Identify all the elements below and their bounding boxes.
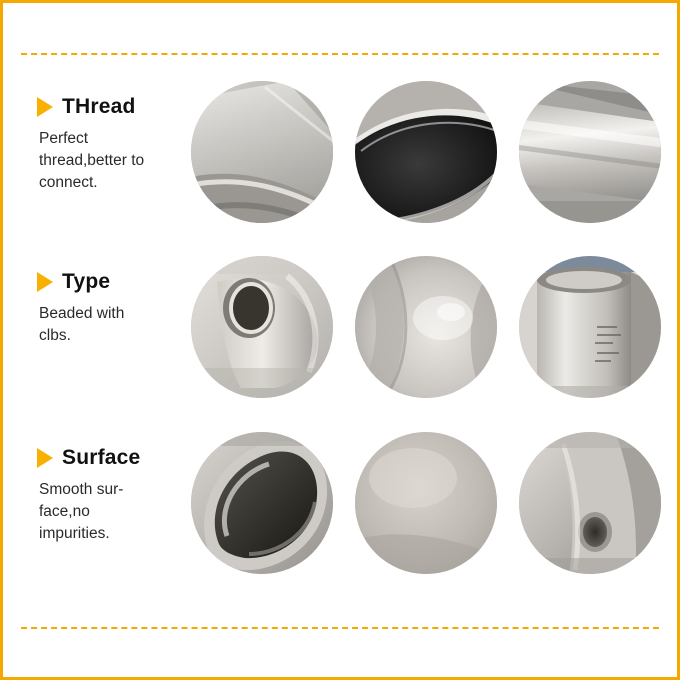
photo-surface-cap-inside	[191, 432, 333, 574]
feature-heading-thread	[37, 95, 191, 119]
photo-type-pipe-marking	[519, 256, 661, 398]
feature-text-type	[3, 256, 191, 347]
top-dashed-divider	[21, 53, 659, 55]
photo-thread-elbow-cut	[355, 81, 497, 223]
feature-description: Perfect thread,better to connect.	[39, 130, 145, 191]
triangle-right-icon	[37, 448, 53, 468]
feature-photos-type	[191, 256, 677, 398]
photo-surface-branch-outlet	[519, 432, 661, 574]
feature-row-type	[3, 256, 677, 431]
feature-description: Smooth sur-face,no impurities.	[39, 480, 124, 542]
feature-row-surface	[3, 432, 677, 607]
feature-photos-surface	[191, 432, 677, 574]
feature-photos-thread	[191, 81, 677, 223]
feature-text-surface	[3, 432, 191, 545]
triangle-right-icon	[37, 97, 53, 117]
photo-type-tee-fitting	[191, 256, 333, 398]
photo-surface-plate	[355, 432, 497, 574]
feature-row-thread	[3, 81, 677, 256]
feature-heading-type	[37, 270, 191, 294]
photo-thread-pipe-end	[191, 81, 333, 223]
feature-heading-surface	[37, 446, 191, 470]
feature-title: Type	[62, 270, 111, 294]
feature-description: Beaded with clbs.	[39, 305, 125, 345]
photo-type-elbow-texture	[355, 256, 497, 398]
feature-text-thread	[3, 81, 191, 194]
feature-title: Surface	[62, 445, 141, 469]
photo-thread-tube-surface	[519, 81, 661, 223]
triangle-right-icon	[37, 272, 53, 292]
bottom-dashed-divider	[21, 627, 659, 629]
feature-rows	[3, 81, 677, 607]
feature-title: THread	[62, 95, 136, 118]
